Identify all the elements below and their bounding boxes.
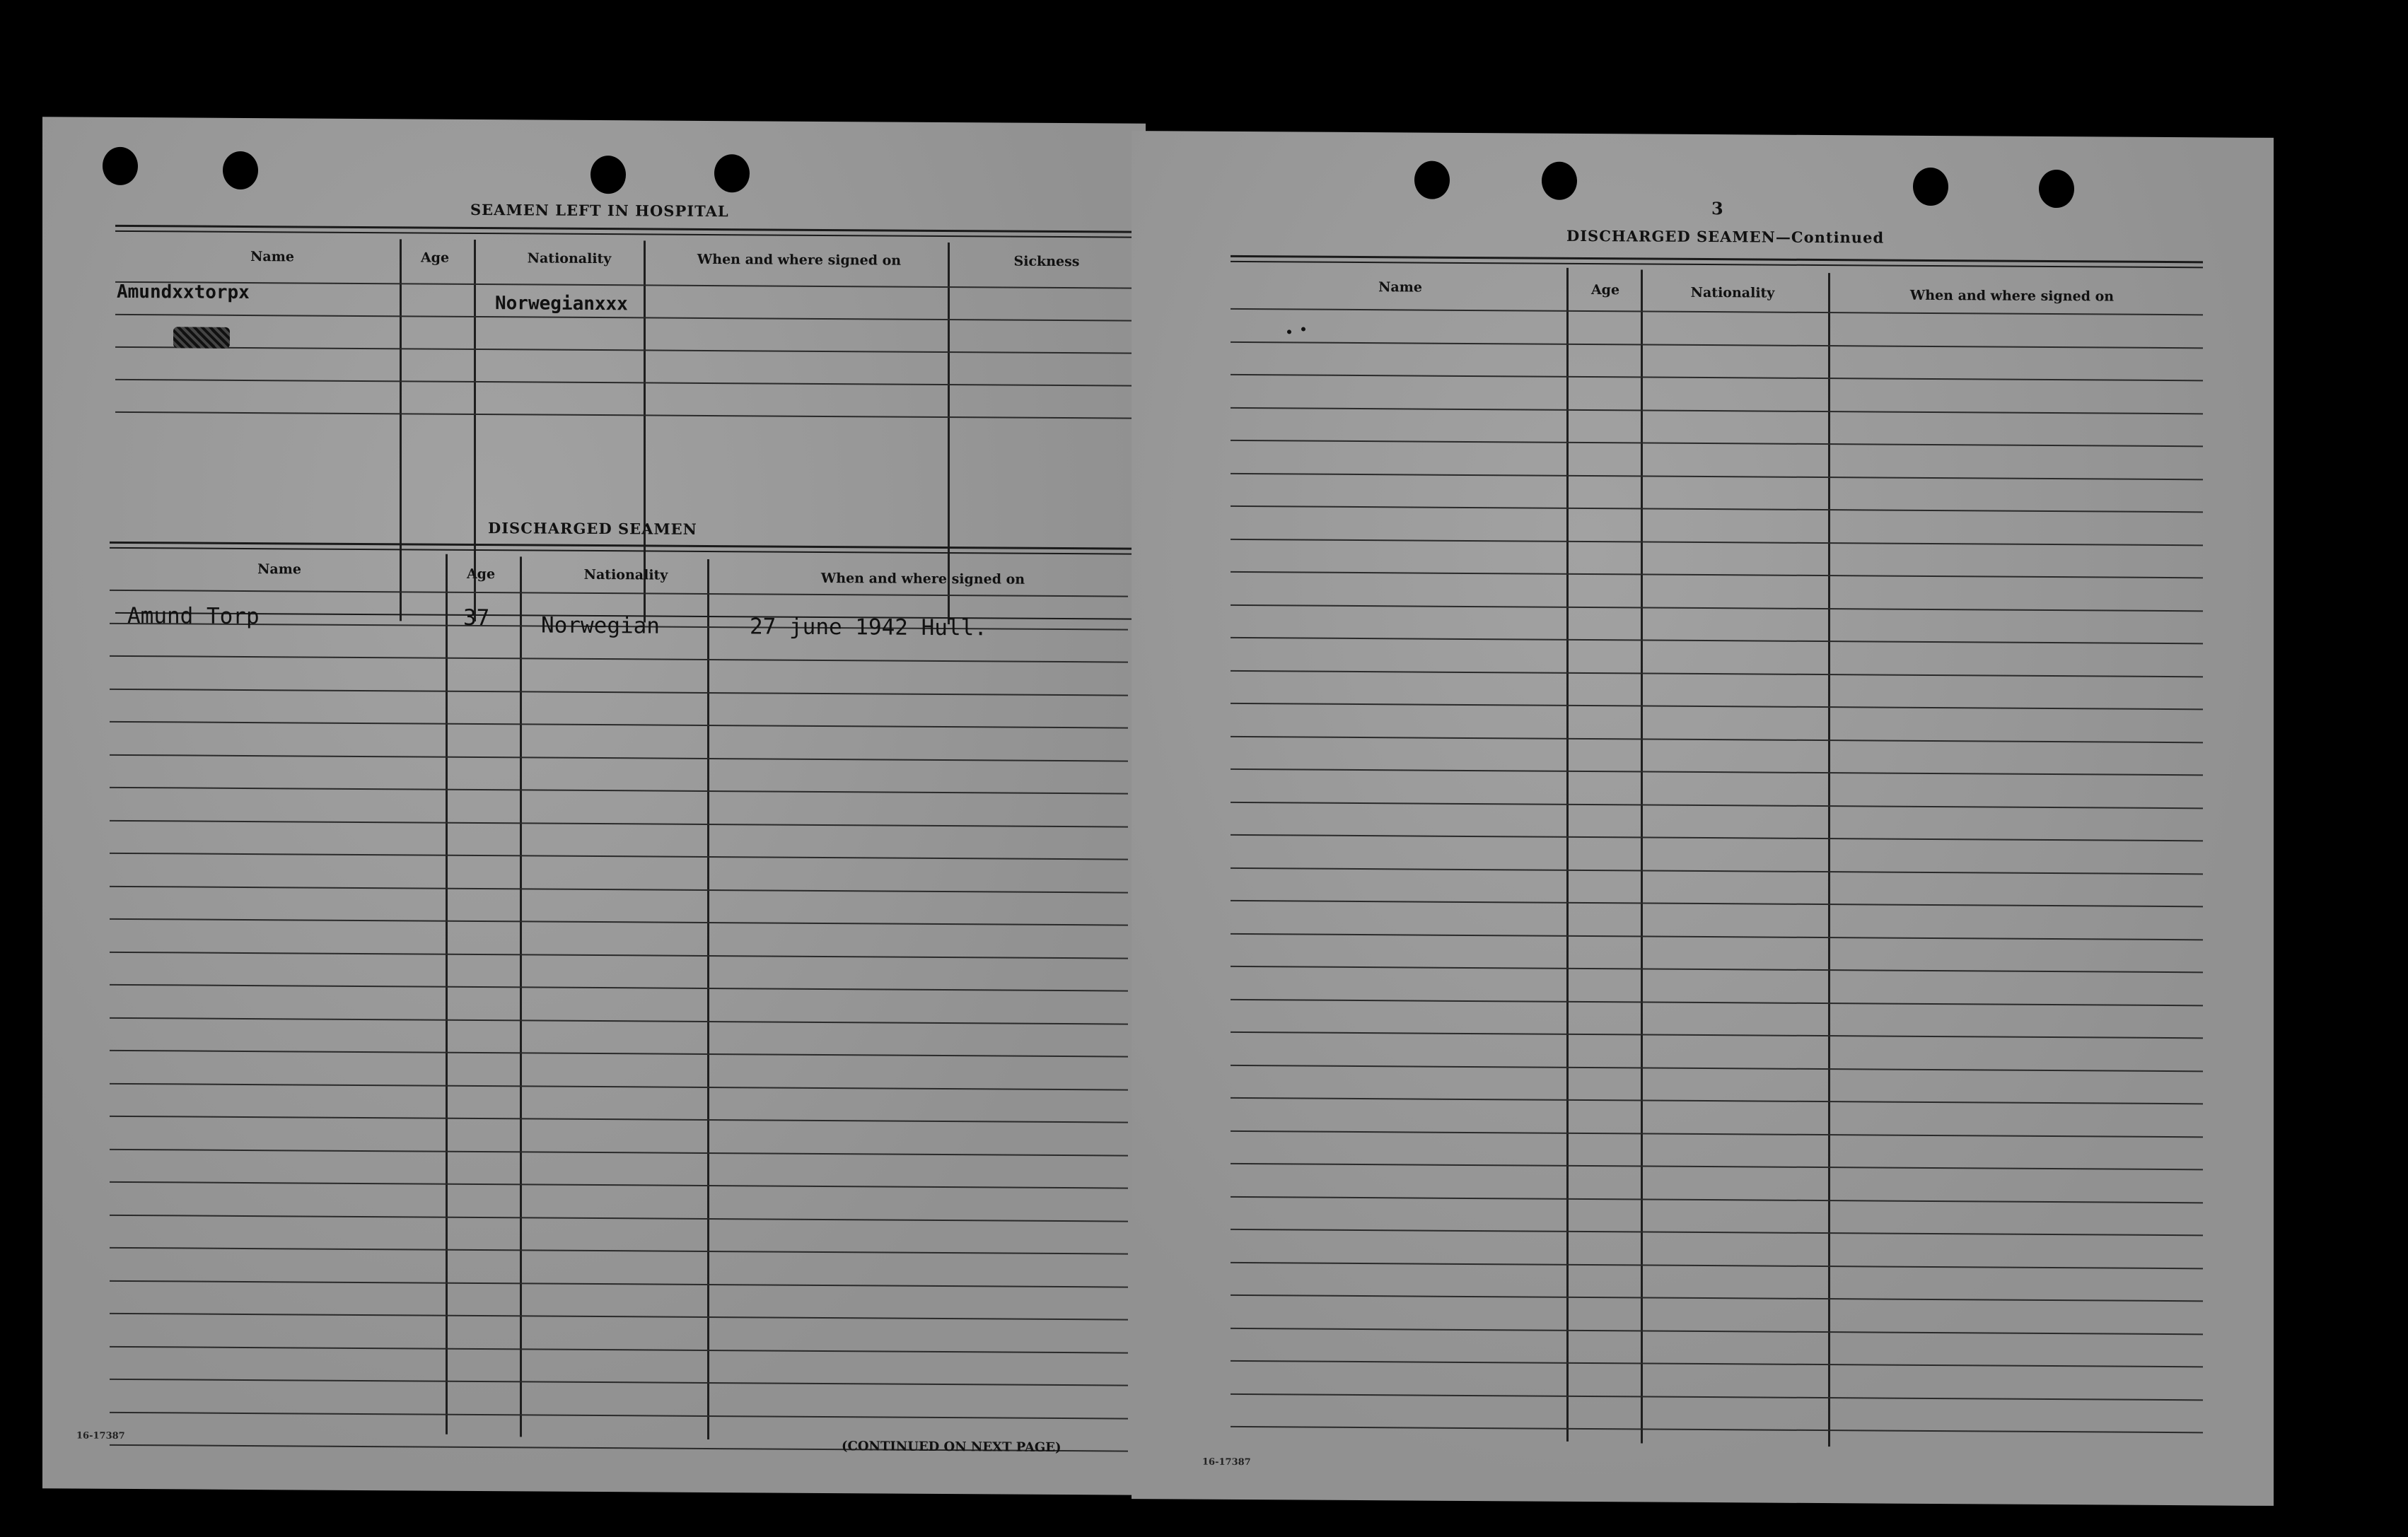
discharged-rows: [42, 117, 1146, 124]
ruled-line: [110, 819, 1128, 827]
ruled-line: [1231, 966, 2203, 973]
ruled-line: [110, 918, 1128, 926]
ruled-line: [115, 314, 1134, 322]
ruled-line: [110, 1379, 1128, 1386]
ruled-line: [1231, 1097, 2203, 1104]
column-divider: [400, 239, 402, 621]
page-number: 3: [1711, 198, 1723, 219]
ruled-line: [110, 1280, 1128, 1287]
hospital-header-signed-on: When and where signed on: [697, 251, 902, 269]
ruled-line: [115, 411, 1134, 419]
ruled-line: [1231, 1229, 2203, 1236]
ruled-line: [1231, 1360, 2203, 1367]
hospital-header-age: Age: [420, 250, 450, 266]
discharged-section-title: DISCHARGED SEAMEN: [488, 519, 697, 538]
form-number: 16-17387: [76, 1430, 125, 1442]
ruled-line: [1231, 374, 2203, 381]
ruled-line: [1231, 637, 2203, 644]
ruled-line: [1231, 1163, 2203, 1170]
column-divider: [1566, 268, 1569, 1442]
punch-hole: [1913, 168, 1948, 206]
ruled-line: [1231, 1393, 2203, 1400]
ruled-line: [1231, 308, 2203, 315]
ruled-line: [1231, 768, 2203, 776]
ruled-line: [1231, 571, 2203, 578]
ruled-line: [1231, 1426, 2203, 1433]
ruled-line: [110, 787, 1128, 795]
ruled-line: [110, 1082, 1128, 1090]
ruled-line: [110, 688, 1128, 696]
ruled-line: [110, 853, 1128, 860]
continued-header-nationality: Nationality: [1690, 284, 1775, 301]
continued-header-signed-on: When and where signed on: [1909, 287, 2115, 305]
ruled-line: [1231, 1032, 2203, 1039]
ruled-line: [1231, 998, 2203, 1005]
continued-header-name: Name: [1378, 279, 1422, 296]
column-divider: [1828, 273, 1830, 1447]
ruled-line: [110, 1411, 1128, 1419]
seaman-nationality: Norwegian: [541, 612, 660, 639]
ruled-line: [1231, 900, 2203, 907]
ruled-line: [1231, 1196, 2203, 1203]
ruled-line: [110, 951, 1128, 959]
column-divider: [1641, 269, 1643, 1443]
continued-section-title: DISCHARGED SEAMEN—Continued: [1566, 226, 1885, 247]
continued-header-age: Age: [1590, 282, 1620, 298]
ruled-line: [1231, 1130, 2203, 1137]
ruled-line: [1231, 538, 2203, 545]
column-divider: [446, 554, 448, 1434]
ruled-line: [1231, 1295, 2203, 1302]
hospital-header-sickness: Sickness: [1013, 253, 1080, 270]
ruled-line: [110, 721, 1128, 729]
ruled-line: [110, 1313, 1128, 1321]
ruled-line: [110, 1148, 1128, 1156]
ink-speck: [1287, 329, 1291, 334]
punch-hole: [223, 151, 258, 189]
ruled-line: [110, 885, 1128, 893]
hospital-rows: [42, 117, 1146, 124]
column-divider: [644, 240, 646, 622]
ruled-line: [1231, 834, 2203, 841]
ruled-line: [110, 655, 1128, 663]
ruled-line: [1231, 1327, 2203, 1334]
ruled-line: [1231, 440, 2203, 447]
punch-hole: [1542, 162, 1577, 200]
hospital-header-name: Name: [250, 249, 294, 265]
left-page: [42, 117, 1146, 1495]
continued-rows: [1132, 131, 2274, 138]
form-number: 16-17387: [1202, 1456, 1251, 1468]
ruled-line: [110, 1181, 1128, 1189]
ruled-line: [1231, 1261, 2203, 1268]
hospital-header-nationality: Nationality: [527, 250, 612, 267]
punch-hole: [1414, 161, 1450, 199]
ruled-line: [110, 754, 1128, 761]
struck-name-entry: Amundxxtorpx: [117, 281, 250, 304]
ruled-line: [110, 1116, 1128, 1123]
discharged-header-signed-on: When and where signed on: [820, 570, 1025, 588]
ruled-line: [1231, 1064, 2203, 1071]
ruled-line: [1231, 735, 2203, 742]
ruled-line: [110, 1247, 1128, 1255]
seaman-name: Amund Torp: [127, 602, 260, 630]
ruled-line: [1231, 505, 2203, 513]
ruled-line: [1231, 867, 2203, 874]
ruled-line: [115, 281, 1134, 289]
struck-nationality-entry: Norwegianxxx: [495, 293, 628, 315]
discharged-header-age: Age: [466, 566, 496, 583]
ruled-line: [115, 379, 1134, 387]
ruled-line: [1231, 703, 2203, 710]
ink-speck: [1301, 327, 1305, 332]
column-divider: [520, 556, 522, 1437]
ruled-line: [1231, 670, 2203, 677]
column-divider: [474, 240, 476, 621]
ruled-line: [115, 346, 1134, 354]
ruled-line: [1231, 604, 2203, 611]
ruled-line: [110, 590, 1128, 597]
punch-hole: [714, 154, 750, 192]
punch-hole: [2039, 170, 2074, 208]
seaman-signed-on: 27 june 1942 Hull.: [750, 614, 987, 641]
discharged-header-nationality: Nationality: [583, 566, 668, 583]
column-divider: [948, 242, 950, 624]
ruled-line: [110, 1050, 1128, 1058]
punch-hole: [591, 156, 626, 194]
ruled-line: [1231, 933, 2203, 940]
ruled-line: [1231, 801, 2203, 808]
ruled-line: [110, 1345, 1128, 1353]
ruled-line: [1231, 407, 2203, 414]
hospital-section-title: SEAMEN LEFT IN HOSPITAL: [470, 200, 729, 221]
ruled-line: [1231, 472, 2203, 479]
ruled-line: [110, 984, 1128, 992]
punch-hole: [103, 147, 138, 185]
right-page: [1132, 131, 2274, 1506]
ruled-line: [110, 1017, 1128, 1024]
continued-footer: (CONTINUED ON NEXT PAGE): [842, 1439, 1062, 1456]
ruled-line: [110, 1214, 1128, 1222]
discharged-header-name: Name: [257, 561, 301, 578]
seaman-age: 37: [463, 604, 490, 631]
scribble-mark: [173, 327, 230, 348]
ruled-line: [1231, 341, 2203, 348]
